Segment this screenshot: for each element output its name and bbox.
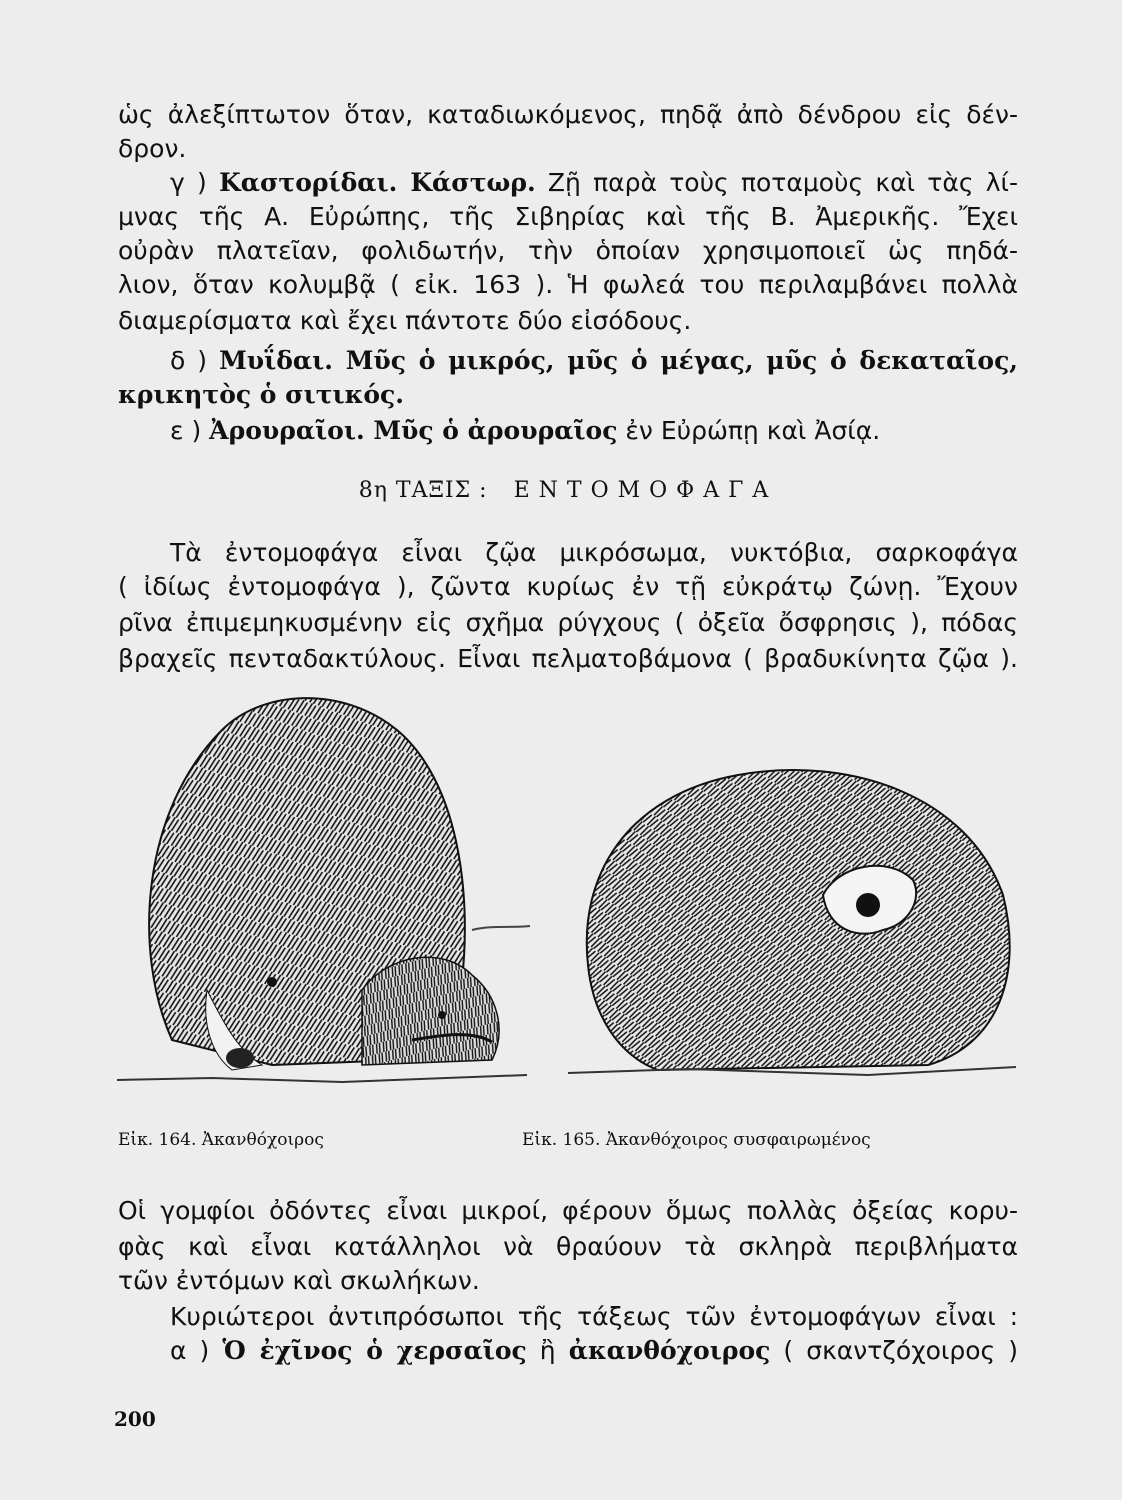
page-number: 200	[114, 1407, 156, 1431]
taxon-name: Ἀρουραῖοι. Μῦς ὁ ἀρουραῖος	[209, 416, 618, 445]
list-marker: α )	[170, 1336, 210, 1365]
paragraph-castoridae	[118, 166, 1018, 200]
figure-caption: Εἰκ. 164. Ἀκανθόχοιρος	[118, 1130, 324, 1150]
text-span: ἢ	[539, 1336, 556, 1365]
paragraph-hedgehog	[118, 1334, 1018, 1368]
text-line: διαμερίσματα καὶ ἔχει πάντοτε δύο εἰσόδους.	[118, 306, 692, 335]
text-line	[118, 378, 1018, 412]
text-line: μνας τῆς Α. Εὐρώπης, τῆς Σιβηρίας καὶ τῆς Β. Ἀμερικῆς. Ἔχει	[118, 202, 1018, 231]
hedgehog-icon	[112, 690, 532, 1090]
text-line: λιον, ὅταν κολυμβᾷ ( εἰκ. 163 ). Ἡ φωλεά του περιλαμβάνει πολλὰ	[118, 270, 1018, 299]
curled-hedgehog-icon	[568, 755, 1018, 1085]
text-line: τῶν ἐντόμων καὶ σκωλήκων.	[118, 1266, 480, 1295]
text-line: Τὰ ἐντομοφάγα εἶναι ζῷα μικρόσωμα, νυκτόβια, σαρκοφάγα	[170, 538, 1018, 567]
list-marker: δ )	[170, 346, 208, 375]
text-line: φὰς καὶ εἶναι κατάλληλοι νὰ θραύουν τὰ σκληρὰ περιβλήματα	[118, 1232, 1018, 1261]
order-title: ΕΝΤΟΜΟΦΑΓΑ	[513, 478, 778, 503]
taxon-name: Μυΐδαι. Μῦς ὁ μικρός, μῦς ὁ μέγας, μῦς ὁ δεκαταῖος,	[219, 346, 1018, 375]
text-span: ( σκαντζόχοιρος )	[783, 1336, 1019, 1365]
figure-caption: Εἰκ. 165. Ἀκανθόχοιρος συσφαιρωμένος	[522, 1130, 871, 1150]
taxon-name: Ὁ ἐχῖνος ὁ χερσαῖος	[222, 1336, 527, 1365]
text-span: Ζῇ παρὰ τοὺς ποταμοὺς καὶ τὰς λί-	[547, 168, 1018, 197]
text-line: Κυριώτεροι ἀντιπρόσωποι τῆς τάξεως τῶν ἐντομοφάγων εἶναι :	[170, 1302, 1018, 1331]
taxon-name: κρικητὸς ὁ σιτικός.	[118, 380, 404, 409]
paragraph-muridae	[118, 344, 1018, 378]
section-heading	[118, 478, 1018, 503]
text-line: ὡς ἀλεξίπτωτον ὅταν, καταδιωκόμενος, πηδᾷ ἀπὸ δένδρου εἰς δέν-	[118, 100, 1018, 129]
taxon-name: ἀκανθόχοιρος	[568, 1336, 771, 1365]
text-line: ( ἰδίως ἐντομοφάγα ), ζῶντα κυρίως ἐν τῇ εὐκράτῳ ζώνῃ. Ἔχουν	[118, 572, 1018, 601]
text-line: οὐρὰν πλατεῖαν, φολιδωτήν, τὴν ὁποίαν χρησιμοποιεῖ ὡς πηδά-	[118, 236, 1018, 265]
list-marker: ε )	[170, 416, 202, 445]
list-marker: γ )	[170, 168, 207, 197]
order-label: 8η ΤΑΞΙΣ :	[358, 478, 488, 503]
text-line: δρον.	[118, 134, 187, 163]
text-line: ρῖνα ἐπιμεμηκυσμένην εἰς σχῆμα ρύγχους ( ὀξεῖα ὄσφρησις ), πόδας	[118, 608, 1018, 637]
text-line: βραχεῖς πενταδακτύλους. Εἶναι πελματοβάμονα ( βραδυκίνητα ζῷα ).	[118, 644, 1018, 673]
paragraph-arvicolidae	[118, 414, 1018, 448]
taxon-name: Καστορίδαι. Κάστωρ.	[219, 168, 536, 197]
text-line: Οἱ γομφίοι ὀδόντες εἶναι μικροί, φέρουν ὅμως πολλὰς ὀξείας κορυ-	[118, 1196, 1018, 1225]
text-span: ἐν Εὐρώπῃ καὶ Ἀσίᾳ.	[625, 416, 881, 445]
